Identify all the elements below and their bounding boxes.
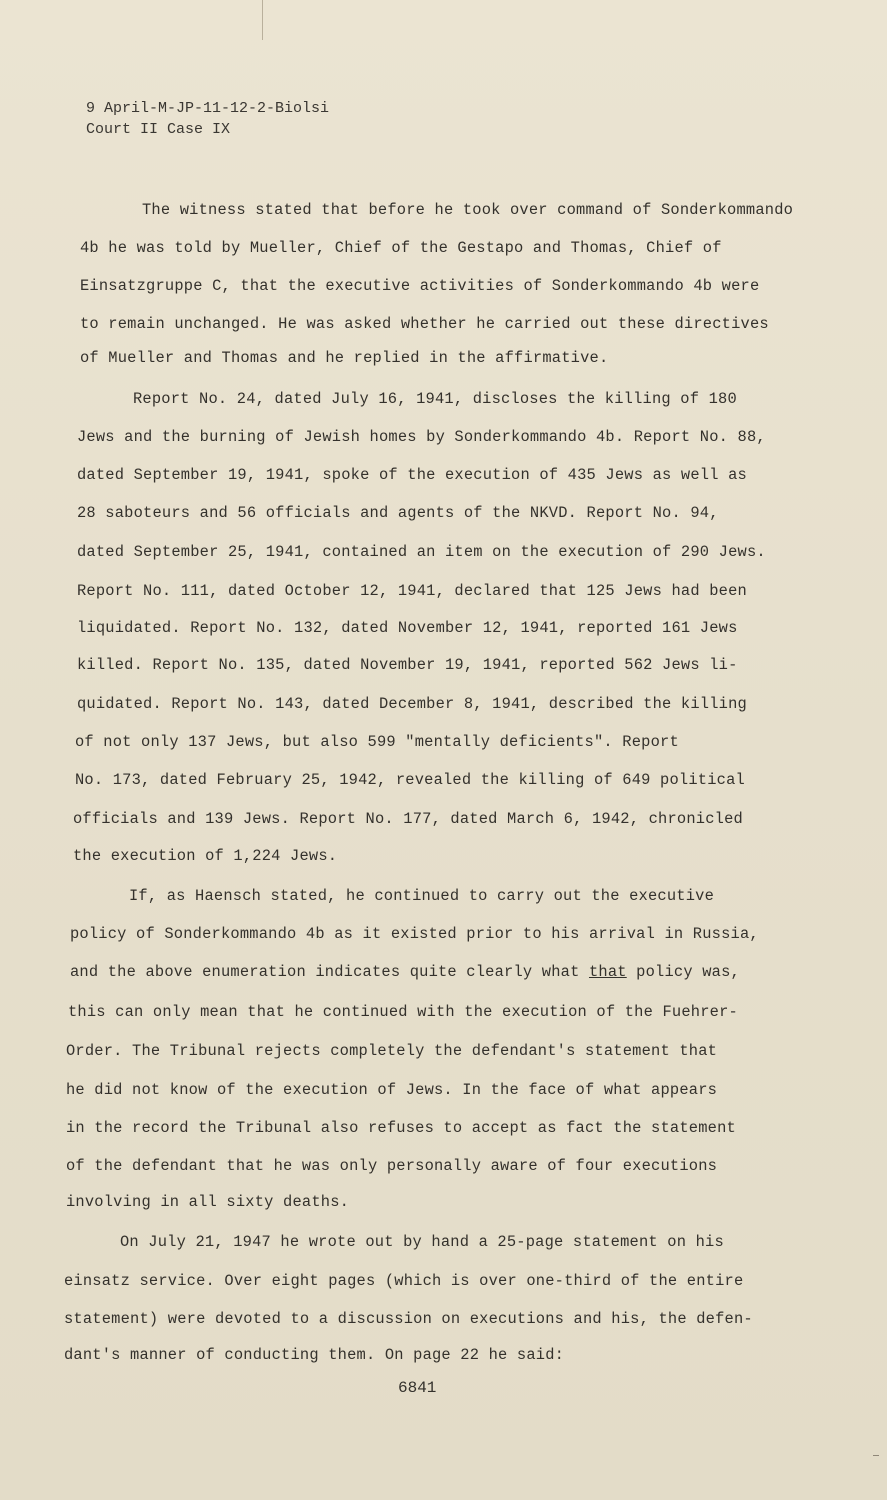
page-number: 6841 (398, 1379, 437, 1397)
text-line: einsatz service. Over eight pages (which is over one-third of the entire (64, 1272, 744, 1290)
text-line: dated September 19, 1941, spoke of the execution of 435 Jews as well as (77, 466, 747, 484)
text-line: dated September 25, 1941, contained an item on the execution of 290 Jews. (77, 543, 766, 561)
text-segment: and the above enumeration indicates quite clearly what (70, 963, 589, 981)
text-line: 28 saboteurs and 56 officials and agents of the NKVD. Report No. 94, (77, 504, 719, 522)
text-line: killed. Report No. 135, dated November 19, 1941, reported 562 Jews li- (77, 656, 738, 674)
text-segment: policy was, (626, 963, 740, 981)
text-line: the execution of 1,224 Jews. (73, 847, 338, 865)
text-line: dant's manner of conducting them. On page 22 he said: (64, 1346, 565, 1364)
text-line: of not only 137 Jews, but also 599 "mentally deficients". Report (75, 733, 679, 751)
text-line: On July 21, 1947 he wrote out by hand a 25-page statement on his (120, 1233, 724, 1251)
text-line: No. 173, dated February 25, 1942, revealed the killing of 649 political (75, 771, 745, 789)
text-line: officials and 139 Jews. Report No. 177, dated March 6, 1942, chronicled (73, 810, 743, 828)
text-line: Report No. 111, dated October 12, 1941, declared that 125 Jews had been (77, 582, 747, 600)
text-line: policy of Sonderkommando 4b as it existed prior to his arrival in Russia, (70, 925, 759, 943)
text-line: of the defendant that he was only personally aware of four executions (66, 1157, 718, 1175)
text-line: in the record the Tribunal also refuses to accept as fact the statement (66, 1119, 736, 1137)
header-reference: 9 April-M-JP-11-12-2-Biolsi (86, 100, 330, 117)
underlined-word: that (588, 963, 627, 981)
text-line: quidated. Report No. 143, dated December 8, 1941, described the killing (77, 695, 747, 713)
text-line: Einsatzgruppe C, that the executive activities of Sonderkommando 4b were (80, 277, 760, 295)
document-header (86, 98, 329, 140)
text-line: Report No. 24, dated July 16, 1941, discloses the killing of 180 (133, 390, 737, 408)
text-line: If, as Haensch stated, he continued to carry out the executive (129, 887, 715, 905)
text-line: this can only mean that he continued with the execution of the Fuehrer- (68, 1003, 738, 1021)
text-line: The witness stated that before he took over command of Sonderkommando (142, 201, 794, 219)
text-line: he did not know of the execution of Jews. In the face of what appears (66, 1081, 718, 1099)
text-line (70, 963, 740, 981)
paper-crease (262, 0, 263, 40)
text-line: to remain unchanged. He was asked whether he carried out these directives (80, 315, 769, 333)
text-line: Order. The Tribunal rejects completely the defendant's statement that (66, 1042, 718, 1060)
text-line: of Mueller and Thomas and he replied in the affirmative. (80, 349, 609, 367)
text-line: 4b he was told by Mueller, Chief of the Gestapo and Thomas, Chief of (80, 239, 722, 257)
text-line: statement) were devoted to a discussion on executions and his, the defen- (64, 1310, 753, 1328)
text-line: Jews and the burning of Jewish homes by Sonderkommando 4b. Report No. 88, (77, 428, 766, 446)
text-line: liquidated. Report No. 132, dated November 12, 1941, reported 161 Jews (77, 619, 738, 637)
text-line: involving in all sixty deaths. (66, 1193, 350, 1211)
header-court-case: Court II Case IX (86, 121, 231, 138)
margin-mark (873, 1455, 879, 1456)
